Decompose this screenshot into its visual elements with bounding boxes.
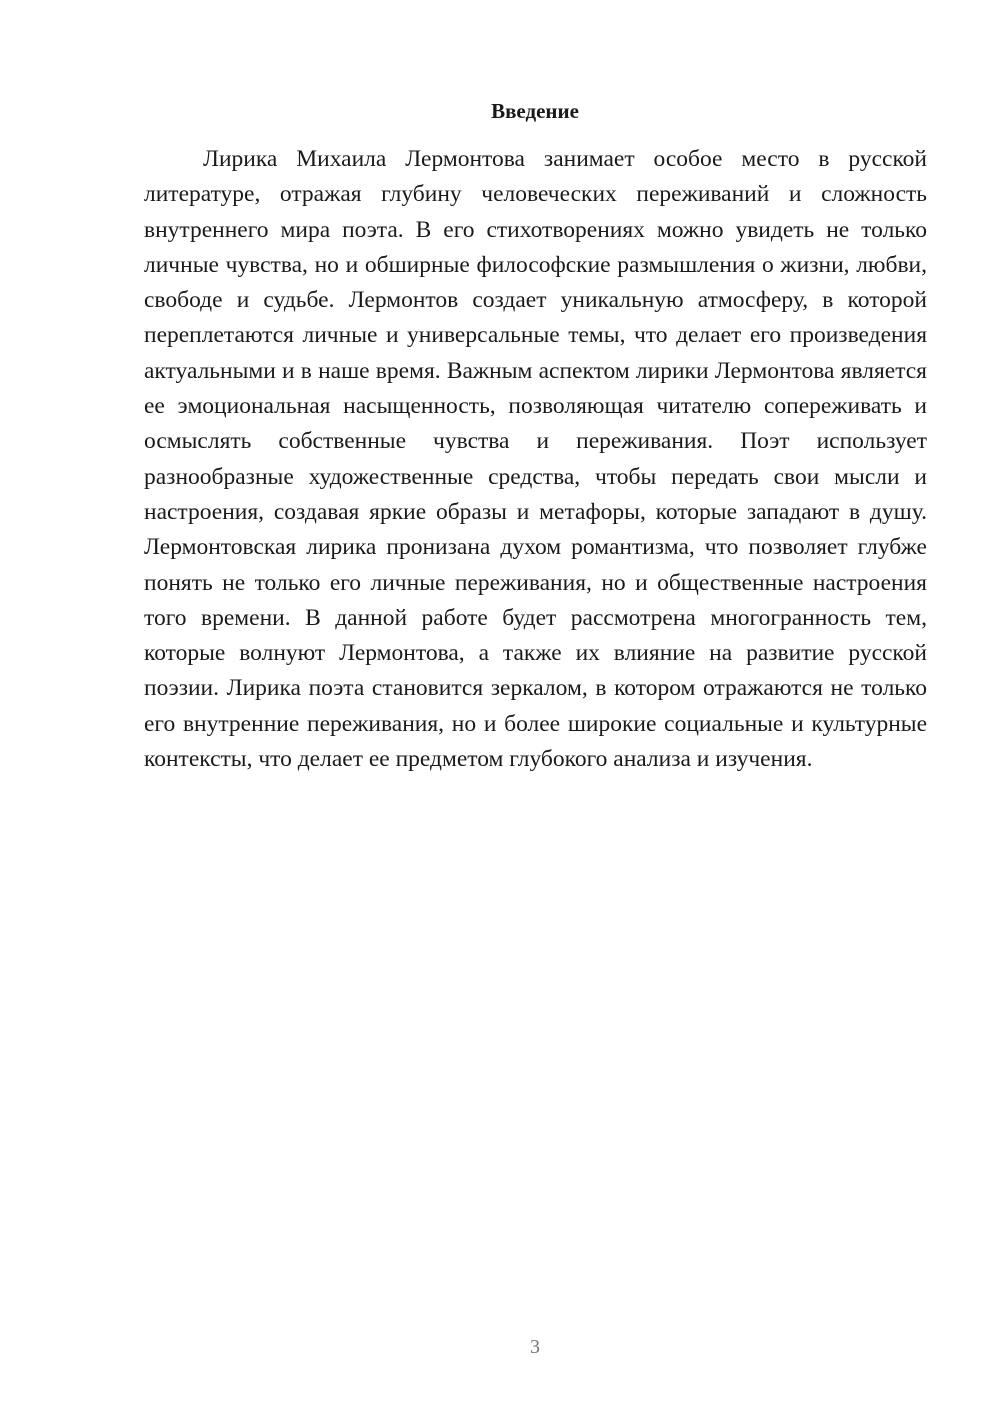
body-paragraph: Лирика Михаила Лермонтова занимает особое место в русской литературе, отражая глубину человеческих переживаний и сложность внутреннего мира поэта. В его стихотворениях можно увидеть не только личные чувства, но и обширные философские размышления о жизни, любви, свободе и судьбе. Лермонтов создает уникальную атмосферу, в которой переплетаются личные и универсальные темы, что делает его произведения актуальными и в наше время. Важным аспектом лирики Лермонтова является ее эмоциональная насыщенность, позволяющая читателю сопереживать и осмыслять собственные чувства и переживания. Поэт использует разнообразные художественные средства, чтобы передать свои мысли и настроения, создавая яркие образы и метафоры, которые западают в душу. Лермонтовская лирика пронизана духом романтизма, что позволяет глубже понять не только его личные переживания, но и общественные настроения того времени. В данной работе будет рассмотрена многогранность тем, которые волнуют Лермонтова, а также их влияние на развитие русской поэзии. Лирика поэта становится зеркалом, в котором отражаются не только его внутренние переживания, но и более широкие социальные и культурные контексты, что делает ее предметом глубокого анализа и изучения. (144, 146, 927, 773)
page-number: 3 (530, 1336, 540, 1358)
section-heading: Введение (491, 99, 579, 123)
